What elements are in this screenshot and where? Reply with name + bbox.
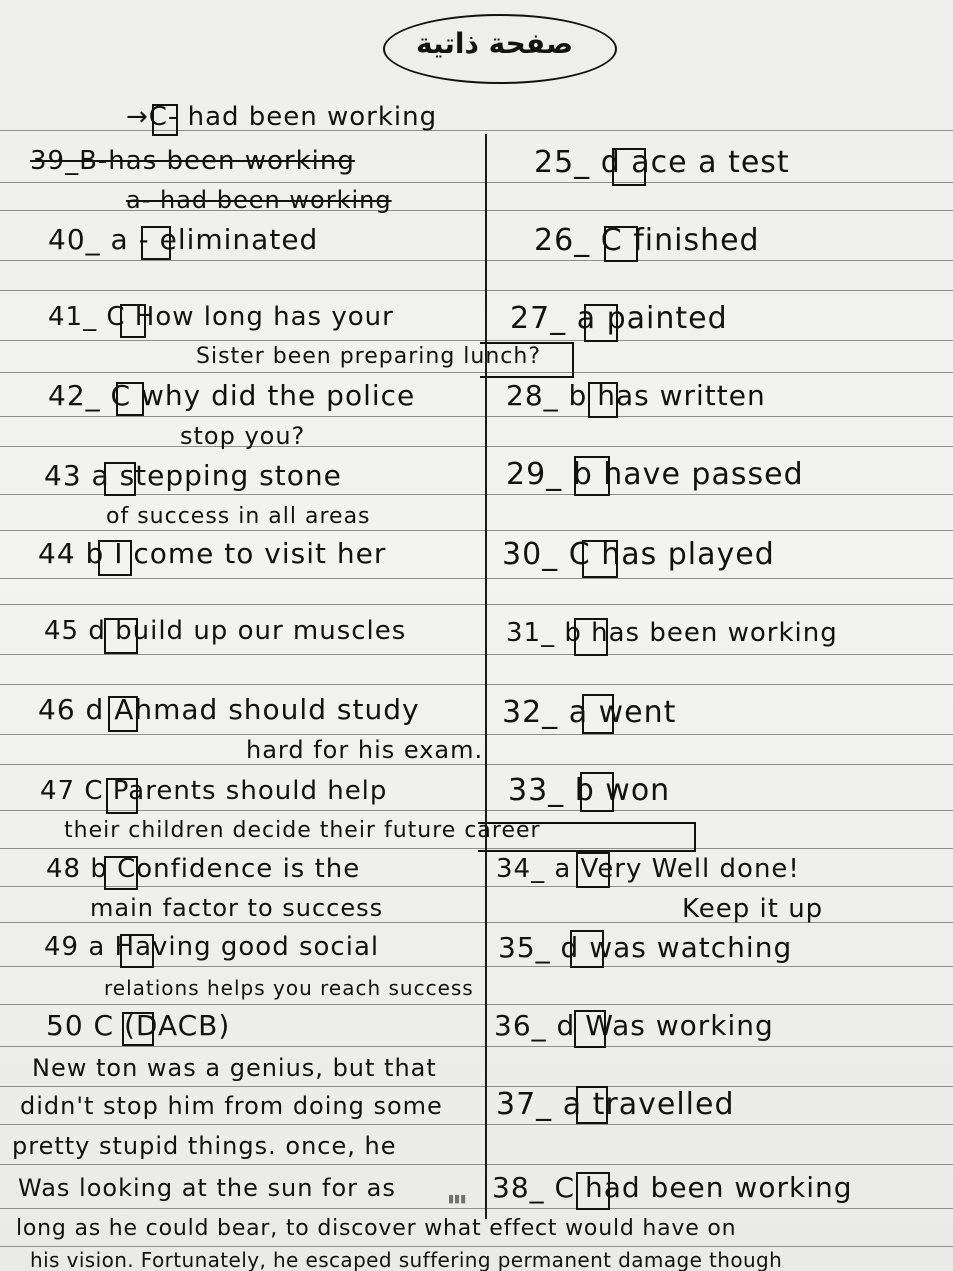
- answer-50: 50 C (DACB): [46, 1009, 231, 1042]
- spillover-box-career: [478, 822, 696, 852]
- rule-line: [0, 1246, 953, 1247]
- answer-27: 27_ a painted: [510, 301, 728, 336]
- answer-29: 29_ b have passed: [506, 457, 804, 492]
- choice-box: [582, 694, 614, 734]
- rule-line: [0, 886, 953, 887]
- answer-34: 34_ a Very Well done!: [496, 854, 800, 884]
- choice-box: [104, 462, 136, 496]
- answer-33: 33_ b won: [508, 773, 671, 808]
- choice-box: [120, 934, 154, 968]
- rule-line: [0, 1086, 953, 1087]
- rule-line: [0, 848, 953, 849]
- paragraph-line-6: his vision. Fortunately, he escaped suffering permanent damage though: [30, 1248, 783, 1271]
- choice-box: [98, 540, 132, 576]
- choice-box: [122, 1012, 154, 1046]
- answer-43: 43 a stepping stone: [44, 459, 342, 492]
- answer-36: 36_ d Was working: [494, 1009, 774, 1042]
- rule-line: [0, 446, 953, 447]
- spillover-box-lunch: [480, 342, 574, 378]
- paragraph-line-1: New ton was a genius, but that: [32, 1054, 437, 1082]
- choice-box: [108, 696, 138, 732]
- rule-line: [0, 340, 953, 341]
- answer-37: 37_ a travelled: [496, 1087, 735, 1122]
- choice-box: [574, 618, 608, 656]
- answer-30: 30_ C has played: [502, 537, 775, 572]
- rule-line: [0, 810, 953, 811]
- rule-line: [0, 416, 953, 417]
- answer-46-cont: hard for his exam.: [246, 736, 484, 764]
- answer-39-correction: →C- had been working: [126, 102, 438, 132]
- choice-box: [588, 382, 618, 418]
- rule-line: [0, 290, 953, 291]
- rule-line: [0, 1004, 953, 1005]
- choice-box: [120, 304, 146, 338]
- rule-line: [0, 604, 953, 605]
- answer-32: 32_ a went: [502, 695, 677, 730]
- rule-line: [0, 684, 953, 685]
- choice-box: [141, 226, 171, 260]
- answer-49: 49 a Having good social: [44, 932, 380, 962]
- answer-49-cont: relations helps you reach success: [104, 976, 474, 1000]
- choice-box: [104, 618, 138, 654]
- paragraph-line-4: Was looking at the sun for as: [18, 1174, 396, 1202]
- rule-line: [0, 734, 953, 735]
- answer-38: 38_ C had been working: [492, 1171, 853, 1204]
- rule-line: [0, 654, 953, 655]
- column-divider: [485, 134, 487, 1219]
- choice-box: [116, 382, 144, 416]
- choice-box: [604, 226, 638, 262]
- answer-39-option-a: a- had been working: [126, 186, 392, 214]
- rule-line: [0, 764, 953, 765]
- choice-box: [582, 540, 618, 578]
- rule-line: [0, 1124, 953, 1125]
- rule-line: [0, 182, 953, 183]
- answer-26: 26_ C finished: [534, 223, 760, 258]
- answer-41-cont: Sister been preparing lunch?: [196, 344, 541, 369]
- rule-line: [0, 1046, 953, 1047]
- choice-box: [576, 1086, 608, 1124]
- paragraph-line-3: pretty stupid things. once, he: [12, 1132, 397, 1160]
- choice-box: [104, 856, 138, 890]
- choice-box: [576, 1172, 610, 1210]
- header-title: صفحة ذاتية: [416, 27, 574, 60]
- rule-line: [0, 1164, 953, 1165]
- answer-47: 47 C Parents should help: [40, 776, 388, 806]
- answer-44: 44 b I come to visit her: [38, 537, 387, 570]
- answer-47-cont: their children decide their future career: [64, 818, 541, 843]
- answer-25: 25_ d ace a test: [534, 145, 790, 180]
- answer-42: 42_ C why did the police: [48, 379, 416, 412]
- answer-45: 45 d build up our muscles: [44, 616, 407, 646]
- rule-line: [0, 372, 953, 373]
- answer-28: 28_ b has written: [506, 379, 766, 412]
- choice-box: [584, 304, 618, 342]
- choice-box: [574, 1010, 606, 1048]
- choice-box: [576, 852, 610, 888]
- rule-line: [0, 260, 953, 261]
- choice-box: [612, 148, 646, 186]
- choice-box: [570, 930, 604, 968]
- watermark-stamp: ▮▮▮: [448, 1192, 467, 1205]
- paragraph-line-2: didn't stop him from doing some: [20, 1092, 443, 1120]
- rule-line: [0, 494, 953, 495]
- answer-46: 46 d Ahmad should study: [38, 693, 420, 726]
- answer-43-cont: of success in all areas: [106, 504, 371, 529]
- answer-41: 41_ C How long has your: [48, 302, 394, 332]
- rule-line: [0, 578, 953, 579]
- rule-line: [0, 530, 953, 531]
- choice-box: [152, 104, 178, 136]
- choice-box: [574, 456, 610, 496]
- choice-box: [580, 772, 614, 812]
- answer-31: 31_ b has been working: [506, 618, 838, 648]
- answer-40: 40_ a - eliminated: [48, 223, 319, 256]
- answer-35: 35_ d was watching: [498, 931, 793, 964]
- answer-42-cont: stop you?: [180, 422, 306, 450]
- answer-39: 39_B-has been working: [30, 146, 355, 176]
- rule-line: [0, 1208, 953, 1209]
- answer-48: 48 b Confidence is the: [46, 854, 361, 884]
- paragraph-line-5: long as he could bear, to discover what effect would have on: [16, 1216, 737, 1241]
- choice-box: [106, 778, 138, 814]
- answer-48-cont: main factor to success: [90, 894, 384, 922]
- answer-34-cont: Keep it up: [682, 894, 824, 924]
